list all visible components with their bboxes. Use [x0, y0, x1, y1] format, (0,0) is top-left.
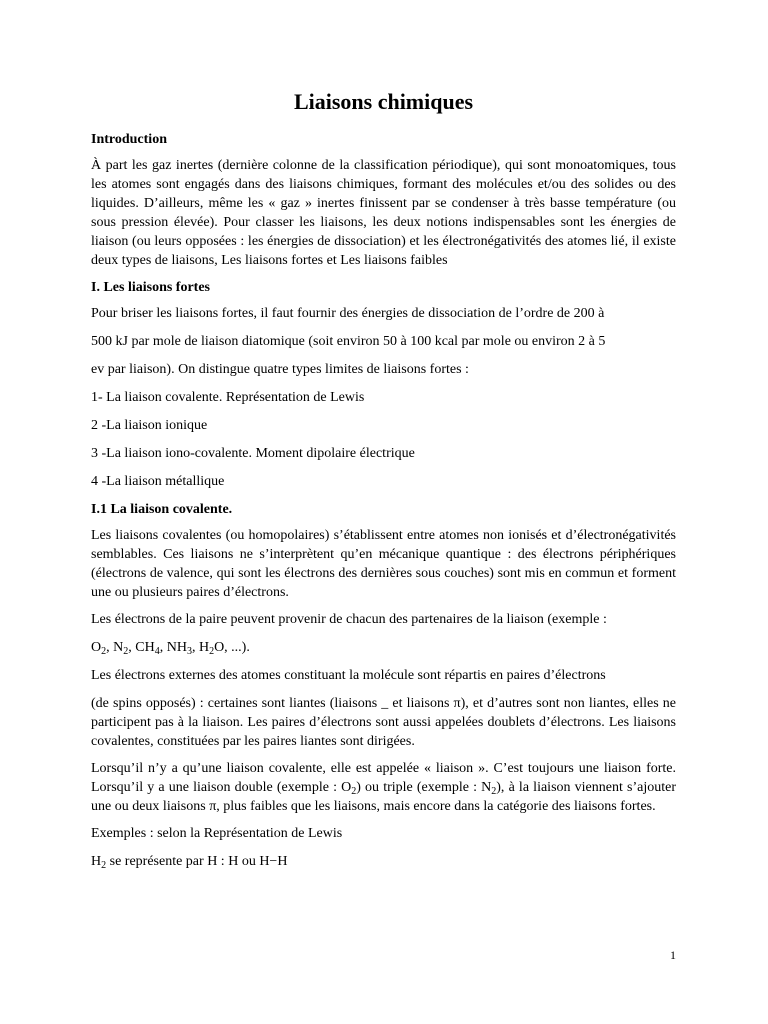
covalent-paragraph-4: Lorsqu’il n’y a qu’une liaison covalente, elle est appelée « liaison ». C’est toujours une liaison forte. Lorsqu’il y a une liaison double (exemple : $O_2$) ou triple (exemple : $N_2$), à la liaison viennent s’ajouter une ou deux liaisons π, plus faibles que les liaisons, mais encore dans la catégorie des liaisons fortes. — [91, 761, 676, 814]
h2-lewis-line: $H_2$ se représente par H : H ou H−H — [91, 854, 288, 871]
section1-line-1: Pour briser les liaisons fortes, il faut fournir des énergies de dissociation de l’ordre de 200 à — [91, 306, 605, 321]
section1-heading: I. Les liaisons fortes — [91, 280, 210, 295]
section1-line-3: ev par liaison). On distingue quatre types limites de liaisons fortes : — [91, 362, 469, 377]
page-number: 1 — [670, 948, 676, 962]
document-title: Liaisons chimiques — [293, 89, 474, 114]
covalent-paragraph-3-line-1: Les électrons externes des atomes constituant la molécule sont répartis en paires d’électrons — [91, 668, 606, 683]
list-item-ionic: 2 -La liaison ionique — [91, 418, 208, 433]
intro-heading: Introduction — [91, 132, 167, 147]
list-item-iono-covalent: 3 -La liaison iono-covalente. Moment dipolaire électrique — [91, 446, 415, 461]
intro-paragraph: À part les gaz inertes (dernière colonne de la classification périodique), qui sont monoatomiques, tous les atomes sont engagés dans des liaisons chimiques, formant des molécules et/ou des solides ou des liquides. D’ailleurs, même les « gaz » inertes finissent par se condenser à très basse température (ou sous pression élevée). Pour classer les liaisons, les deux notions indispensables sont les énergies de liaison (ou leurs opposées : les énergies de dissociation) et les électronégativités des atomes lié, il existe deux types de liaisons, Les liaisons fortes et Les liaisons faibles — [91, 158, 676, 268]
covalent-paragraph-2: Les électrons de la paire peuvent provenir de chacun des partenaires de la liaison (exemple : — [91, 612, 607, 627]
examples-line: Exemples : selon la Représentation de Lewis — [91, 826, 343, 841]
document-page — [91, 86, 676, 880]
covalent-paragraph-1: Les liaisons covalentes (ou homopolaires) s’établissent entre atomes non ionisés et d’électronégativités semblables. Ces liaisons ne s’interprètent qu’en mécanique quantique : des électrons périphériques (électrons de valence, qui sont les électrons des dernières sous couches) sont mis en commun et forment une ou plusieurs paires d’électrons. — [91, 528, 676, 600]
list-item-metallic: 4 -La liaison métallique — [91, 474, 225, 489]
list-item-covalent: 1- La liaison covalente. Représentation de Lewis — [91, 390, 365, 405]
covalent-paragraph-3: (de spins opposés) : certaines sont liantes (liaisons _ et liaisons π), et d’autres sont non liantes, elles ne participent pas à la liaison. Les paires d’électrons sont aussi appelées doublets d’électrons. Les liaisons covalentes, constituées par les paires liantes sont dirigées. — [91, 696, 676, 749]
section11-heading: I.1 La liaison covalente. — [91, 502, 233, 517]
molecules-examples: $O_2$, $N_2$, $CH_4$, $NH_3$, $H_2O$, ...). — [91, 640, 250, 657]
section1-line-2: 500 kJ par mole de liaison diatomique (soit environ 50 à 100 kcal par mole ou environ 2 à 5 — [91, 334, 606, 349]
